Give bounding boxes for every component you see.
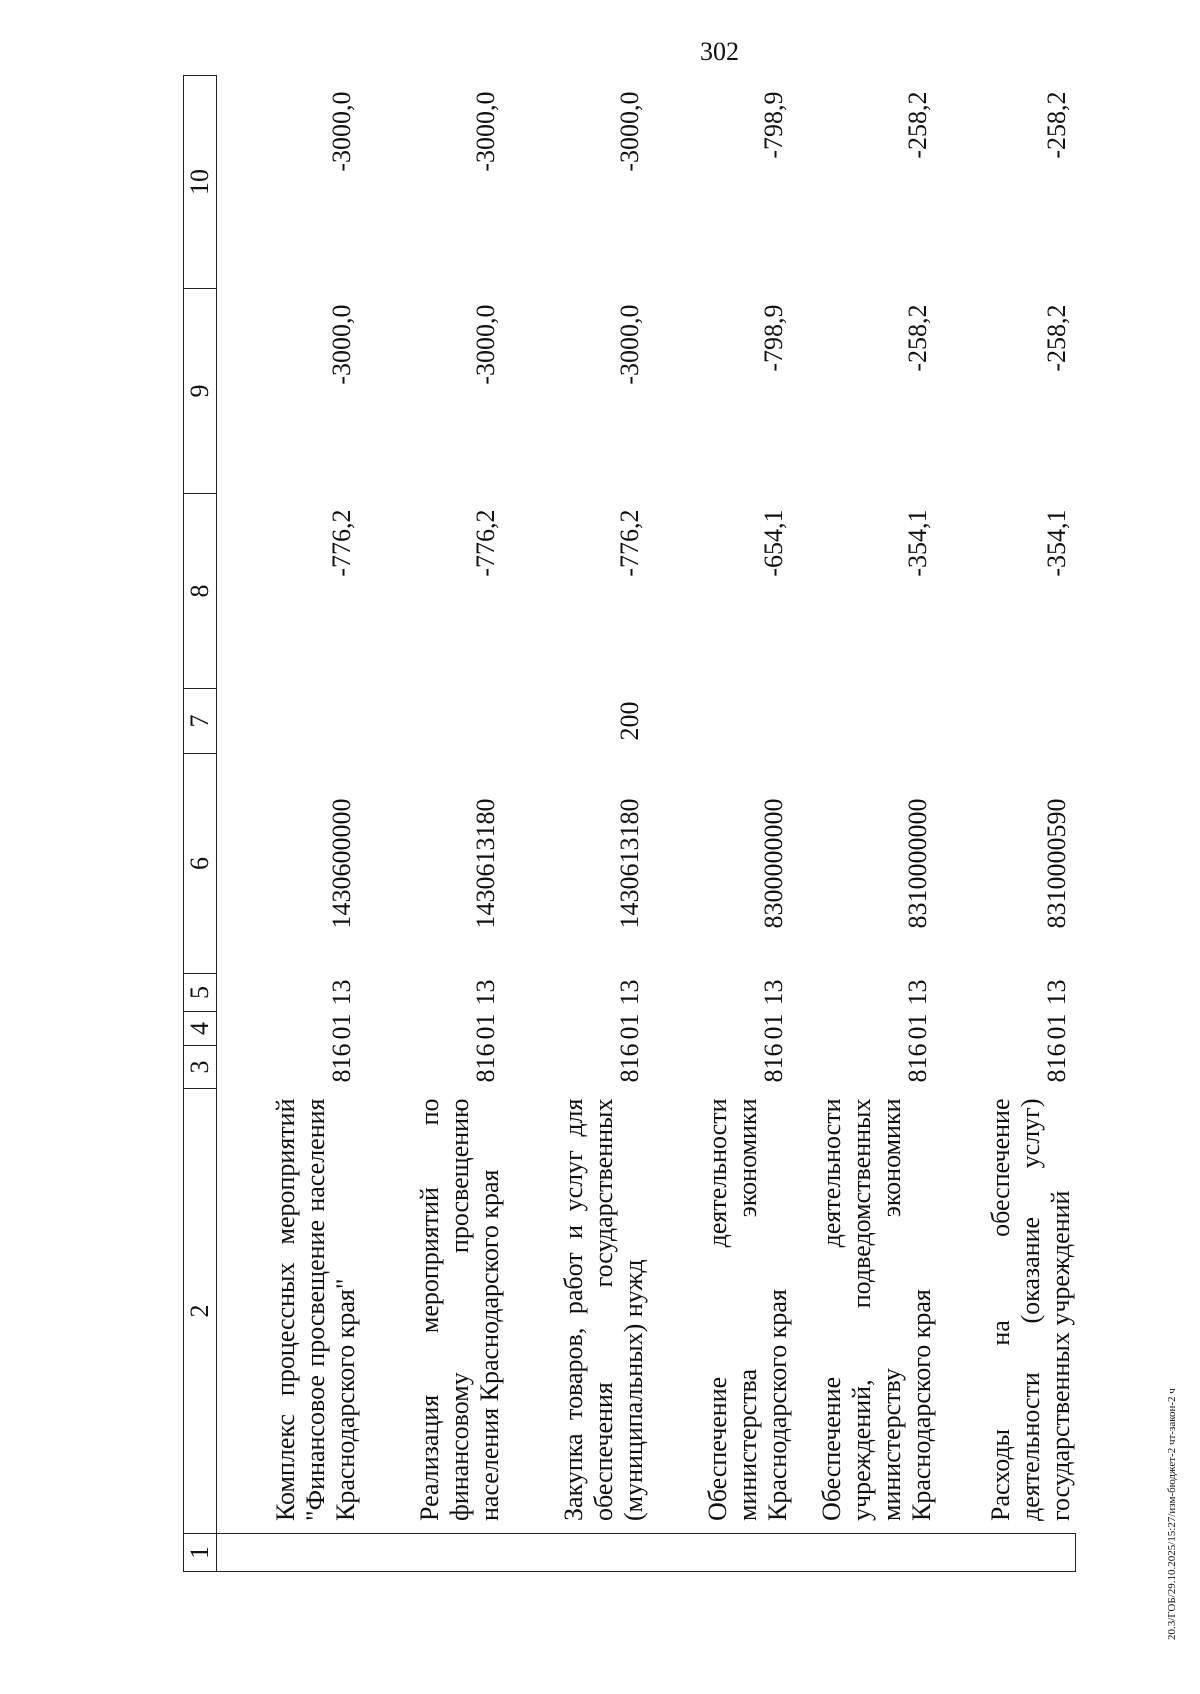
cell-section: 01 (1041, 1013, 1071, 1040)
col-header-2: 2 (184, 1089, 217, 1534)
cell-amount-2: -798,9 (759, 304, 788, 372)
cell-name: Закупка товаров, работ и услуг для обеспечения государственных (муниципальных) нужд (559, 1098, 648, 1521)
cell-expense-type (217, 689, 362, 754)
table-row (505, 76, 649, 1572)
col-header-10: 10 (184, 76, 217, 289)
cell-name: Реализация мероприятий по финансовому просвещению населения Краснодарского края (415, 1098, 504, 1521)
footer-document-code: 20.3/ГОБ/29.10.2025/15:27/изм-бюджет-2 чт-закон-2 ч (1166, 1388, 1178, 1640)
cell-subsection: 13 (903, 979, 932, 1006)
cell-ministry-code: 816 (1041, 1043, 1071, 1083)
cell-number (361, 1534, 505, 1572)
col-header-6: 6 (184, 754, 217, 974)
cell-amount-1: -654,1 (759, 509, 788, 577)
cell-expense-type: 200 (615, 701, 644, 741)
cell-amount-2: -3000,0 (327, 304, 356, 385)
col-header-5: 5 (184, 974, 217, 1012)
cell-amount-2: -3000,0 (615, 304, 644, 385)
cell-ministry-code: 816 (903, 1043, 932, 1083)
cell-expense-type (937, 689, 1076, 754)
cell-subsection: 13 (759, 979, 788, 1006)
cell-amount-1: -354,1 (903, 509, 932, 577)
cell-number (937, 1534, 1076, 1572)
cell-amount-1: -354,1 (1041, 509, 1071, 577)
cell-amount-1: -776,2 (327, 509, 356, 577)
cell-number (649, 1534, 793, 1572)
cell-target-code: 1430613180 (615, 798, 644, 929)
cell-subsection: 13 (1041, 979, 1071, 1006)
cell-number (505, 1534, 649, 1572)
cell-subsection: 13 (327, 979, 356, 1006)
col-header-4: 4 (184, 1012, 217, 1046)
cell-ministry-code: 816 (327, 1043, 356, 1083)
cell-target-code: 8310000000 (903, 798, 932, 929)
column-numbers-row (184, 76, 217, 1572)
cell-section: 01 (759, 1013, 788, 1040)
cell-ministry-code: 816 (759, 1043, 788, 1083)
cell-amount-2: -3000,0 (471, 304, 500, 385)
col-header-9: 9 (184, 289, 217, 494)
table-row (217, 76, 362, 1572)
cell-ministry-code: 816 (471, 1043, 500, 1083)
cell-amount-1: -776,2 (471, 509, 500, 577)
cell-amount-2: -258,2 (1041, 304, 1071, 372)
cell-number (793, 1534, 937, 1572)
cell-subsection: 13 (471, 979, 500, 1006)
cell-target-code: 8310000590 (1041, 798, 1071, 929)
cell-name: Обеспечение деятельности учреждений, подведомственных министерству экономики Краснодарского края (817, 1098, 936, 1521)
cell-section: 01 (471, 1013, 500, 1040)
cell-target-code: 1430600000 (327, 798, 356, 929)
budget-table-rotated (183, 76, 1075, 1572)
cell-amount-2: -258,2 (903, 304, 932, 372)
cell-amount-3: -798,9 (759, 91, 788, 159)
budget-table (183, 75, 1076, 1572)
cell-amount-3: -3000,0 (615, 91, 644, 172)
cell-section: 01 (615, 1013, 644, 1040)
cell-section: 01 (327, 1013, 356, 1040)
cell-subsection: 13 (615, 979, 644, 1006)
table-row (793, 76, 937, 1572)
cell-expense-type (649, 689, 793, 754)
cell-amount-3: -258,2 (1041, 91, 1071, 159)
cell-name: Обеспечение деятельности министерства экономики Краснодарского края (703, 1098, 792, 1521)
table-row (937, 76, 1076, 1572)
cell-number (217, 1534, 362, 1572)
cell-target-code: 1430613180 (471, 798, 500, 929)
cell-name: Расходы на обеспечение деятельности (оказание услуг) государственных учреждений (985, 1098, 1075, 1521)
page-number: 302 (700, 37, 739, 66)
table-row (649, 76, 793, 1572)
cell-name: Комплекс процессных мероприятий "Финансовое просвещение населения Краснодарского края" (271, 1098, 360, 1521)
cell-amount-3: -3000,0 (327, 91, 356, 172)
col-header-1: 1 (184, 1534, 217, 1572)
col-header-8: 8 (184, 494, 217, 689)
cell-ministry-code: 816 (615, 1043, 644, 1083)
cell-amount-3: -258,2 (903, 91, 932, 159)
table-row (361, 76, 505, 1572)
cell-section: 01 (903, 1013, 932, 1040)
col-header-7: 7 (184, 689, 217, 754)
col-header-3: 3 (184, 1046, 217, 1089)
cell-expense-type (793, 689, 937, 754)
cell-expense-type (361, 689, 505, 754)
cell-amount-3: -3000,0 (471, 91, 500, 172)
cell-amount-1: -776,2 (615, 509, 644, 577)
cell-target-code: 8300000000 (759, 798, 788, 929)
